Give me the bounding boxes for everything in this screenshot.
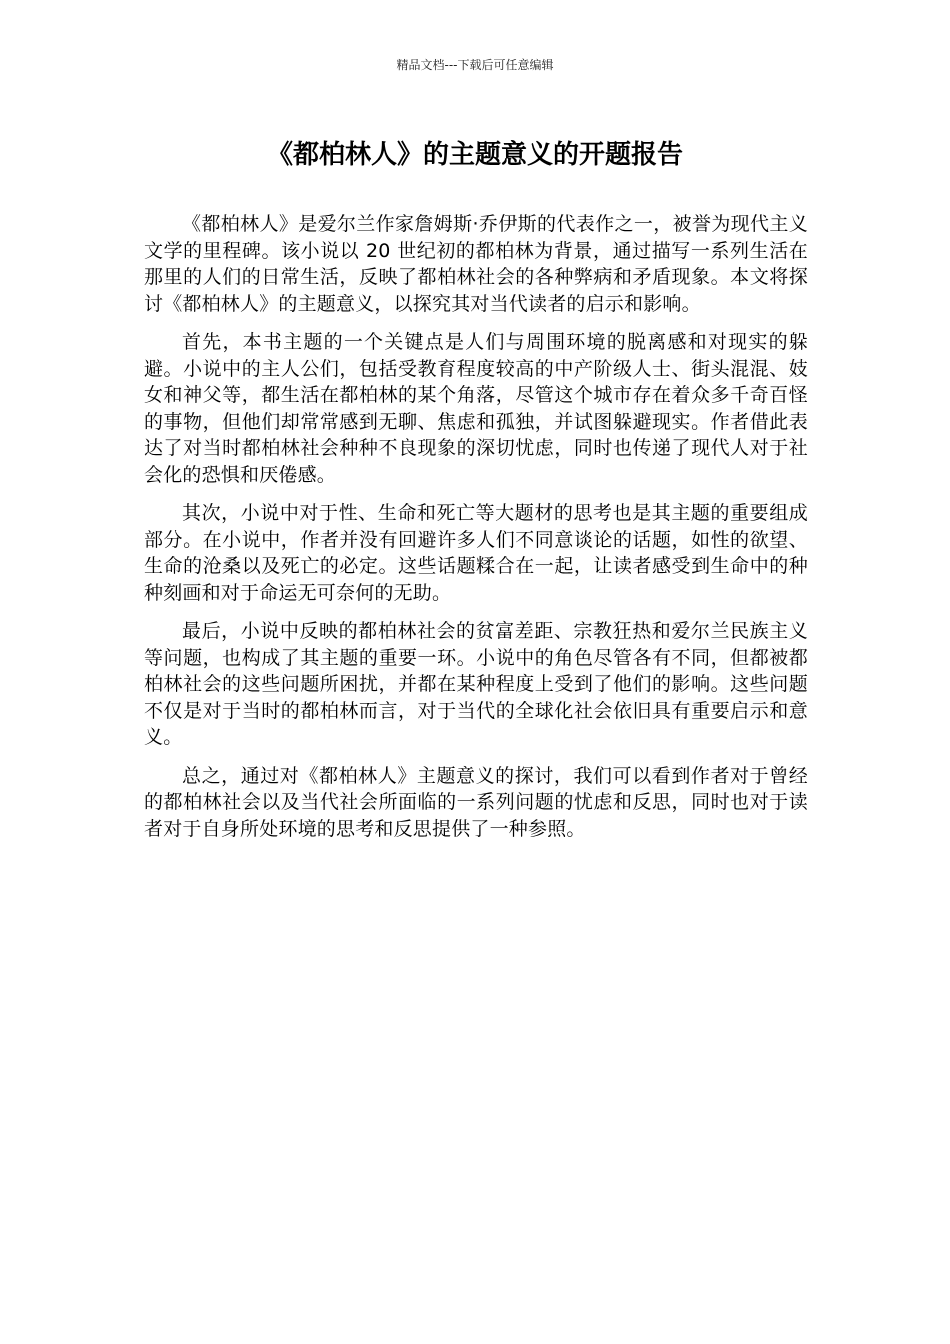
document-body bbox=[144, 211, 808, 854]
paragraph-first: 首先，本书主题的一个关键点是人们与周围环境的脱离感和对现实的躲避。小说中的主人公们，包括受教育程度较高的中产阶级人士、街头混混、妓女和神父等，都生活在都柏林的某个角落，尽管这个城市存在着众多千奇百怪的事物，但他们却常常感到无聊、焦虑和孤独，并试图躲避现实。作者借此表达了对当时都柏林社会种种不良现象的深切忧虑，同时也传递了现代人对于社会化的恐惧和厌倦感。 bbox=[144, 331, 808, 486]
paragraph-second: 其次，小说中对于性、生命和死亡等大题材的思考也是其主题的重要组成部分。在小说中，作者并没有回避许多人们不同意谈论的话题，如性的欲望、生命的沧桑以及死亡的必定。这些话题糅合在一起，让读者感受到生命中的种种刻画和对于命运无可奈何的无助。 bbox=[144, 502, 808, 604]
paragraph-third: 最后，小说中反映的都柏林社会的贫富差距、宗教狂热和爱尔兰民族主义等问题，也构成了其主题的重要一环。小说中的角色尽管各有不同，但都被都柏林社会的这些问题所困扰，并都在某种程度上受到了他们的影响。这些问题不仅是对于当时的都柏林而言，对于当代的全球化社会依旧具有重要启示和意义。 bbox=[144, 620, 808, 748]
paragraph-intro: 《都柏林人》是爱尔兰作家詹姆斯·乔伊斯的代表作之一，被誉为现代主义文学的里程碑。该小说以 20 世纪初的都柏林为背景，通过描写一系列生活在那里的人们的日常生活，反映了都柏林社会的各种弊病和矛盾现象。本文将探讨《都柏林人》的主题意义，以探究其对当代读者的启示和影响。 bbox=[144, 213, 808, 315]
header-note: 精品文档---下载后可任意编辑 bbox=[396, 58, 554, 72]
paragraph-conclusion: 总之，通过对《都柏林人》主题意义的探讨，我们可以看到作者对于曾经的都柏林社会以及当代社会所面临的一系列问题的忧虑和反思，同时也对于读者对于自身所处环境的思考和反思提供了一种参照。 bbox=[144, 764, 808, 840]
document-title: 《都柏林人》的主题意义的开题报告 bbox=[266, 140, 683, 170]
